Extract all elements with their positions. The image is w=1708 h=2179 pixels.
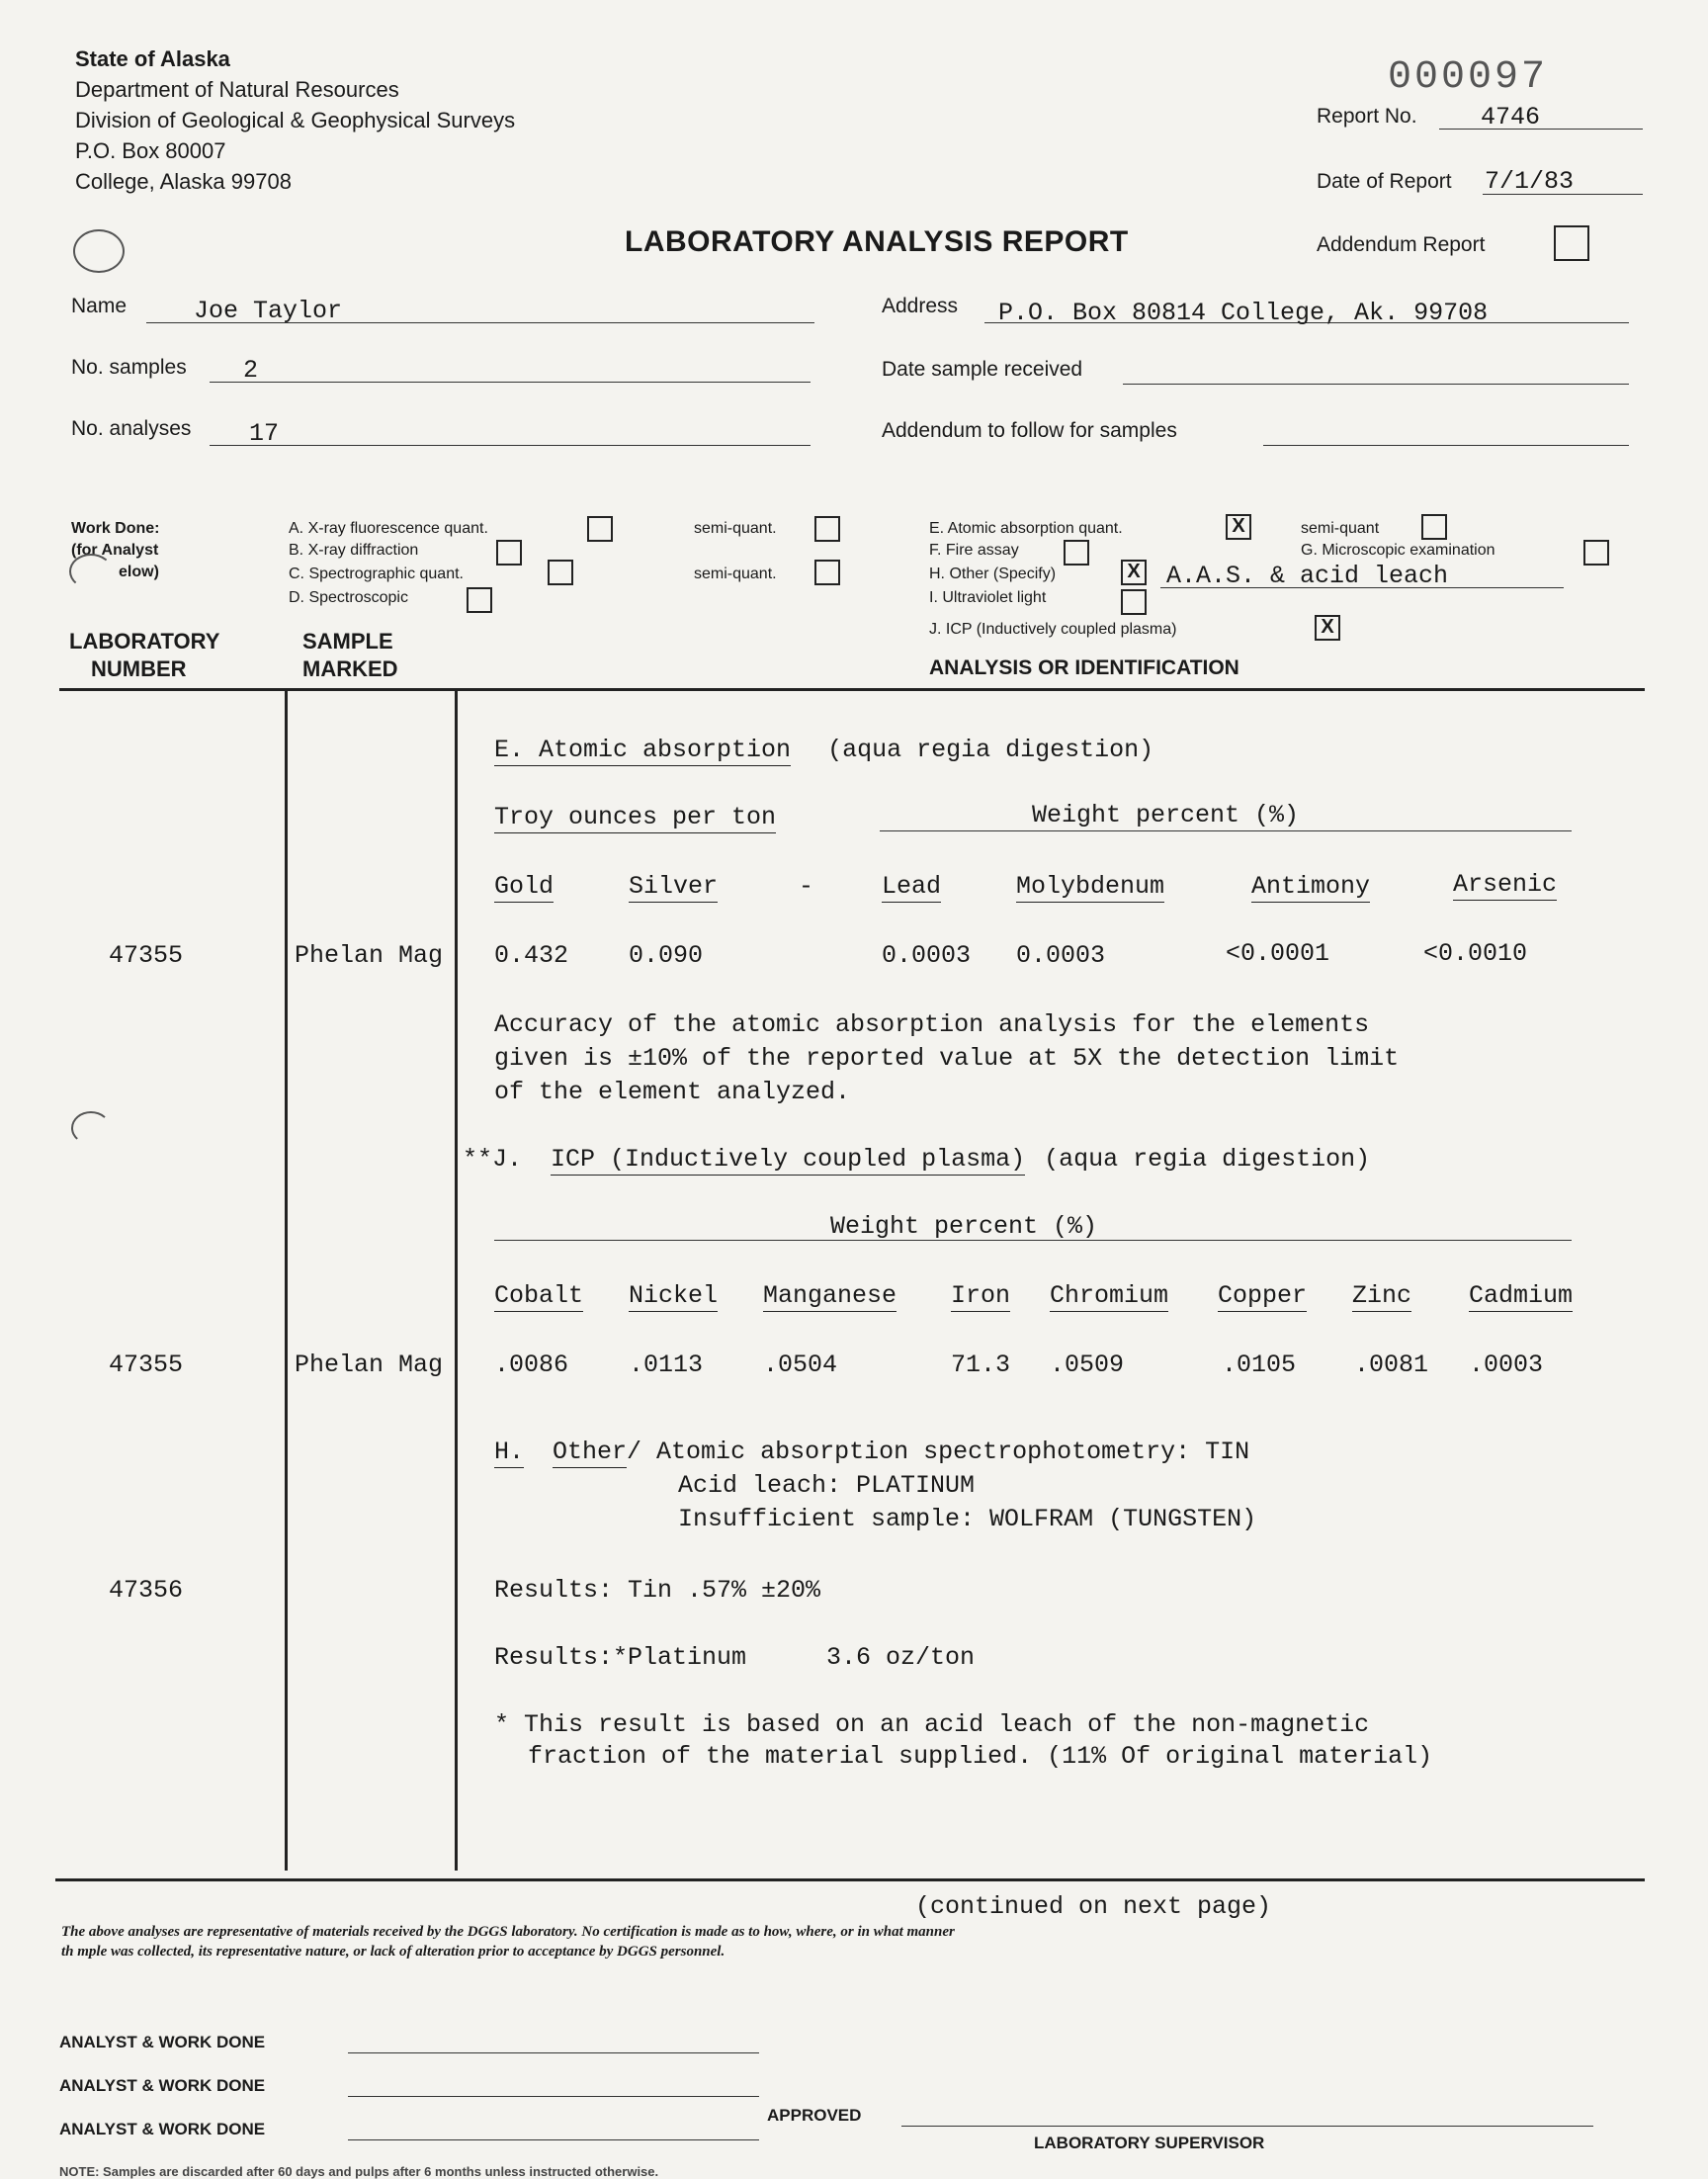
report-no-value: 4746 xyxy=(1481,103,1541,131)
section-h-line2: Acid leach: PLATINUM xyxy=(678,1471,976,1500)
approved-line[interactable] xyxy=(901,2126,1593,2127)
element-nickel: Nickel xyxy=(629,1281,719,1310)
accuracy-line-2: given is ±10% of the reported value at 5X the detection limit xyxy=(494,1044,1400,1073)
address-value[interactable]: P.O. Box 80814 College, Ak. 99708 xyxy=(998,299,1489,327)
sample-e: Phelan Mag xyxy=(295,941,444,970)
value-manganese: .0504 xyxy=(763,1351,838,1379)
section-j-title: ICP (Inductively coupled plasma) xyxy=(551,1145,1026,1174)
accuracy-line-3: of the element analyzed. xyxy=(494,1078,851,1106)
other-specify-value[interactable]: A.A.S. & acid leach xyxy=(1166,562,1449,590)
col-lab-number-line2: NUMBER xyxy=(91,656,187,681)
supervisor-label: LABORATORY SUPERVISOR xyxy=(1034,2134,1265,2152)
result-tin: Results: Tin .57% ±20% xyxy=(494,1576,821,1605)
value-copper: .0105 xyxy=(1222,1351,1297,1379)
option-e-semi-label: semi-quant xyxy=(1301,520,1380,537)
analyst-line-2[interactable] xyxy=(348,2096,759,2097)
option-c-semi-label: semi-quant. xyxy=(694,566,777,582)
continued-note: (continued on next page) xyxy=(915,1892,1272,1921)
work-done-below: elow) xyxy=(119,564,159,580)
analyses-value[interactable]: 17 xyxy=(249,419,280,448)
value-arsenic: <0.0010 xyxy=(1423,939,1528,968)
date-received-line[interactable] xyxy=(1123,384,1629,385)
date-received-label: Date sample received xyxy=(882,358,1083,381)
col-analysis: ANALYSIS OR IDENTIFICATION xyxy=(929,656,1239,679)
element-molybdenum: Molybdenum xyxy=(1016,872,1165,901)
section-h-heading xyxy=(494,1438,1249,1466)
work-done-label: Work Done: xyxy=(71,520,160,537)
analyst-line-3[interactable] xyxy=(348,2139,759,2140)
punch-hole-mark-2 xyxy=(69,554,113,589)
option-a-semi-checkbox[interactable] xyxy=(814,516,840,542)
value-iron: 71.3 xyxy=(951,1351,1011,1379)
disclaimer-line-2: th mple was collected, its representative nature, or lack of alteration prior to acceptance by DGGS personnel. xyxy=(61,1944,726,1960)
addendum-follow-line[interactable] xyxy=(1263,445,1629,446)
weight-header-j-line xyxy=(494,1240,1572,1241)
analyst-line-1[interactable] xyxy=(348,2052,759,2053)
option-i-checkbox[interactable] xyxy=(1121,589,1147,615)
footnote-line-2: fraction of the material supplied. (11% Of original material) xyxy=(528,1742,1433,1771)
option-d-checkbox[interactable] xyxy=(467,587,492,613)
page-number-stamp: 000097 xyxy=(1388,55,1549,100)
section-j-prefix: **J. xyxy=(463,1145,523,1174)
addendum-follow-label: Addendum to follow for samples xyxy=(882,419,1177,442)
section-e-digestion: (aqua regia digestion) xyxy=(827,736,1154,764)
option-d-label: D. Spectroscopic xyxy=(289,589,408,606)
option-e-label: E. Atomic absorption quant. xyxy=(929,520,1123,537)
report-no-line xyxy=(1439,129,1643,130)
section-h-title: Other xyxy=(553,1438,628,1466)
option-a-semi-label: semi-quant. xyxy=(694,520,777,537)
table-divider-2 xyxy=(455,688,458,1871)
value-zinc: .0081 xyxy=(1354,1351,1429,1379)
agency-department: Department of Natural Resources xyxy=(75,77,399,102)
element-lead: Lead xyxy=(882,872,942,901)
option-j-label: J. ICP (Inductively coupled plasma) xyxy=(929,621,1177,638)
col-lab-number-line1: LABORATORY xyxy=(69,629,220,654)
option-b-checkbox[interactable] xyxy=(496,540,522,566)
punch-hole-mark-3 xyxy=(71,1111,111,1145)
analyst-label-3: ANALYST & WORK DONE xyxy=(59,2120,266,2138)
section-h-line1: / Atomic absorption spectrophotometry: TIN xyxy=(627,1438,1250,1466)
value-nickel: .0113 xyxy=(629,1351,704,1379)
lab-number-j: 47355 xyxy=(109,1351,184,1379)
option-b-label: B. X-ray diffraction xyxy=(289,542,419,559)
accuracy-line-1: Accuracy of the atomic absorption analysis for the elements xyxy=(494,1010,1370,1039)
lab-number-e: 47355 xyxy=(109,941,184,970)
result-platinum-label: Results:*Platinum xyxy=(494,1643,747,1672)
element-copper: Copper xyxy=(1218,1281,1308,1310)
option-c-semi-checkbox[interactable] xyxy=(814,560,840,585)
option-i-label: I. Ultraviolet light xyxy=(929,589,1047,606)
value-antimony: <0.0001 xyxy=(1226,939,1330,968)
element-manganese: Manganese xyxy=(763,1281,897,1310)
element-cadmium: Cadmium xyxy=(1469,1281,1574,1310)
section-h-line3: Insufficient sample: WOLFRAM (TUNGSTEN) xyxy=(678,1505,1257,1533)
option-g-checkbox[interactable] xyxy=(1583,540,1609,566)
element-zinc: Zinc xyxy=(1352,1281,1412,1310)
troy-header: Troy ounces per ton xyxy=(494,803,777,831)
agency-city: College, Alaska 99708 xyxy=(75,169,292,194)
disclaimer-line-1: The above analyses are representative of materials received by the DGGS laboratory. No certification is made as to how, where, or in what manner xyxy=(61,1924,955,1940)
option-c-checkbox[interactable] xyxy=(548,560,573,585)
analyses-label: No. analyses xyxy=(71,417,192,440)
sample-j: Phelan Mag xyxy=(295,1351,444,1379)
value-chromium: .0509 xyxy=(1050,1351,1125,1379)
table-bottom-rule xyxy=(55,1878,1645,1881)
addendum-report-label: Addendum Report xyxy=(1317,233,1486,256)
section-h-prefix: H. xyxy=(494,1438,525,1466)
agency-pobox: P.O. Box 80007 xyxy=(75,138,226,163)
section-j-digestion: (aqua regia digestion) xyxy=(1044,1145,1371,1174)
element-arsenic: Arsenic xyxy=(1453,870,1558,899)
element-dash: - xyxy=(799,872,814,901)
weight-header-e: Weight percent (%) xyxy=(1032,801,1300,829)
analyses-line xyxy=(210,445,811,446)
element-cobalt: Cobalt xyxy=(494,1281,584,1310)
value-silver: 0.090 xyxy=(629,941,704,970)
option-c-label: C. Spectrographic quant. xyxy=(289,566,464,582)
element-antimony: Antimony xyxy=(1251,872,1371,901)
element-gold: Gold xyxy=(494,872,555,901)
option-e-semi-checkbox[interactable] xyxy=(1421,514,1447,540)
table-divider-1 xyxy=(285,688,288,1871)
samples-value[interactable]: 2 xyxy=(243,356,259,385)
other-specify-line xyxy=(1160,587,1564,588)
lab-number-h: 47356 xyxy=(109,1576,184,1605)
option-e-checkbox[interactable]: X xyxy=(1226,514,1251,540)
analyst-label-2: ANALYST & WORK DONE xyxy=(59,2076,266,2095)
report-no-label: Report No. xyxy=(1317,105,1417,128)
punch-hole-mark xyxy=(73,229,125,273)
addendum-report-checkbox[interactable] xyxy=(1554,225,1589,261)
value-molybdenum: 0.0003 xyxy=(1016,941,1106,970)
option-j-checkbox[interactable]: X xyxy=(1315,615,1340,641)
date-of-report-value: 7/1/83 xyxy=(1485,167,1575,196)
approved-label: APPROVED xyxy=(767,2106,862,2125)
section-e-heading xyxy=(494,736,1153,764)
value-cobalt: .0086 xyxy=(494,1351,569,1379)
col-sample-line2: MARKED xyxy=(302,656,398,681)
option-f-label: F. Fire assay xyxy=(929,542,1019,559)
value-lead: 0.0003 xyxy=(882,941,972,970)
agency-state: State of Alaska xyxy=(75,46,230,71)
work-done-for-analyst: (for Analyst xyxy=(71,542,159,559)
value-gold: 0.432 xyxy=(494,941,569,970)
footnote-line-1: * This result is based on an acid leach of the non-magnetic xyxy=(494,1710,1370,1739)
element-iron: Iron xyxy=(951,1281,1011,1310)
option-f-checkbox[interactable] xyxy=(1064,540,1089,566)
samples-label: No. samples xyxy=(71,356,187,379)
result-platinum-value: 3.6 oz/ton xyxy=(826,1643,976,1672)
section-j-heading xyxy=(463,1145,1370,1174)
option-a-checkbox[interactable] xyxy=(587,516,613,542)
option-a-label: A. X-ray fluorescence quant. xyxy=(289,520,488,537)
name-label: Name xyxy=(71,295,128,317)
option-g-label: G. Microscopic examination xyxy=(1301,542,1495,559)
name-value[interactable]: Joe Taylor xyxy=(194,297,343,325)
weight-header-e-line xyxy=(880,830,1572,831)
section-e-title: E. Atomic absorption xyxy=(494,736,792,764)
value-cadmium: .0003 xyxy=(1469,1351,1544,1379)
date-of-report-label: Date of Report xyxy=(1317,170,1452,193)
address-label: Address xyxy=(882,295,959,317)
option-h-checkbox[interactable]: X xyxy=(1121,560,1147,585)
element-chromium: Chromium xyxy=(1050,1281,1169,1310)
footer-note: NOTE: Samples are discarded after 60 days and pulps after 6 months unless instructed otherwise. xyxy=(59,2164,659,2179)
table-top-rule xyxy=(59,688,1645,691)
analyst-label-1: ANALYST & WORK DONE xyxy=(59,2033,266,2051)
weight-header-j: Weight percent (%) xyxy=(830,1212,1098,1241)
samples-line xyxy=(210,382,811,383)
option-h-label: H. Other (Specify) xyxy=(929,566,1057,582)
element-silver: Silver xyxy=(629,872,719,901)
col-sample-line1: SAMPLE xyxy=(302,629,393,654)
agency-division: Division of Geological & Geophysical Surveys xyxy=(75,108,516,132)
report-title: LABORATORY ANALYSIS REPORT xyxy=(625,225,1129,258)
